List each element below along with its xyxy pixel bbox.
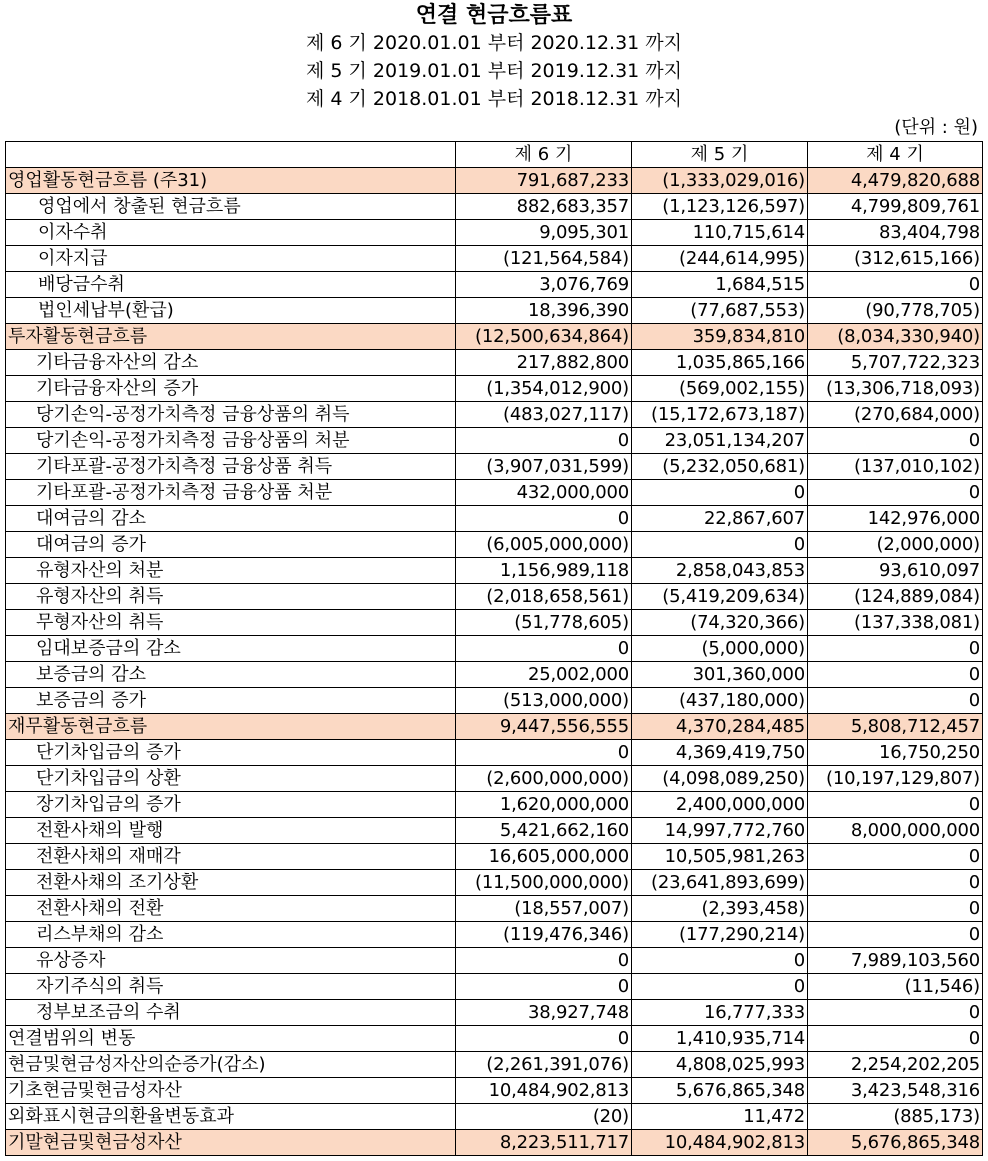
row-value-period-6: (18,557,007) xyxy=(456,896,632,922)
table-row xyxy=(6,376,983,402)
table-row xyxy=(6,844,983,870)
row-value-period-5: (4,098,089,250) xyxy=(632,766,808,792)
row-label: 대여금의 증가 xyxy=(6,532,456,558)
table-row xyxy=(6,506,983,532)
row-value-period-6: (2,018,658,561) xyxy=(456,584,632,610)
row-value-period-4: 8,000,000,000 xyxy=(808,818,983,844)
row-value-period-5: 359,834,810 xyxy=(632,324,808,350)
cash-flow-table xyxy=(5,141,983,1156)
row-value-period-6: 5,421,662,160 xyxy=(456,818,632,844)
row-value-period-5: (5,000,000) xyxy=(632,636,808,662)
row-value-period-5: 0 xyxy=(632,480,808,506)
row-value-period-5: 4,808,025,993 xyxy=(632,1052,808,1078)
table-row xyxy=(6,1104,983,1130)
row-label: 유상증자 xyxy=(6,948,456,974)
row-value-period-6: 791,687,233 xyxy=(456,168,632,194)
table-header-row xyxy=(6,142,983,168)
table-row xyxy=(6,272,983,298)
row-value-period-5: 11,472 xyxy=(632,1104,808,1130)
row-value-period-6: 0 xyxy=(456,636,632,662)
row-value-period-4: 3,423,548,316 xyxy=(808,1078,983,1104)
table-row xyxy=(6,1078,983,1104)
row-value-period-4: 5,676,865,348 xyxy=(808,1130,983,1156)
row-value-period-5: 1,684,515 xyxy=(632,272,808,298)
table-row xyxy=(6,792,983,818)
row-value-period-5: 110,715,614 xyxy=(632,220,808,246)
row-value-period-4: 0 xyxy=(808,896,983,922)
row-value-period-6: (20) xyxy=(456,1104,632,1130)
row-value-period-4: 7,989,103,560 xyxy=(808,948,983,974)
row-value-period-4: 0 xyxy=(808,922,983,948)
row-value-period-5: 0 xyxy=(632,948,808,974)
table-row xyxy=(6,402,983,428)
row-value-period-4: (13,306,718,093) xyxy=(808,376,983,402)
row-value-period-6: 217,882,800 xyxy=(456,350,632,376)
header-period-4: 제 4 기 xyxy=(808,142,983,168)
row-value-period-6: 9,095,301 xyxy=(456,220,632,246)
row-value-period-6: 25,002,000 xyxy=(456,662,632,688)
row-value-period-5: 14,997,772,760 xyxy=(632,818,808,844)
row-value-period-6: 0 xyxy=(456,506,632,532)
row-value-period-4: (137,338,081) xyxy=(808,610,983,636)
row-value-period-5: (5,232,050,681) xyxy=(632,454,808,480)
row-value-period-4: 4,479,820,688 xyxy=(808,168,983,194)
table-row xyxy=(6,324,983,350)
row-label: 정부보조금의 수취 xyxy=(6,1000,456,1026)
row-value-period-5: 16,777,333 xyxy=(632,1000,808,1026)
table-row xyxy=(6,584,983,610)
row-value-period-4: 0 xyxy=(808,792,983,818)
period-line: 제 5 기 2019.01.01 부터 2019.12.31 까지 xyxy=(305,60,683,82)
table-row xyxy=(6,740,983,766)
table-row xyxy=(6,662,983,688)
row-value-period-5: (1,333,029,016) xyxy=(632,168,808,194)
row-label: 단기차입금의 상환 xyxy=(6,766,456,792)
table-row xyxy=(6,1000,983,1026)
table-row xyxy=(6,688,983,714)
row-value-period-5: 301,360,000 xyxy=(632,662,808,688)
row-label: 기타금융자산의 감소 xyxy=(6,350,456,376)
row-value-period-5: 0 xyxy=(632,532,808,558)
row-value-period-5: (244,614,995) xyxy=(632,246,808,272)
row-value-period-6: (1,354,012,900) xyxy=(456,376,632,402)
period-line: 제 6 기 2020.01.01 부터 2020.12.31 까지 xyxy=(305,32,683,54)
table-row xyxy=(6,194,983,220)
table-row xyxy=(6,974,983,1000)
row-label: 유형자산의 처분 xyxy=(6,558,456,584)
row-value-period-5: 10,484,902,813 xyxy=(632,1130,808,1156)
row-value-period-5: (23,641,893,699) xyxy=(632,870,808,896)
row-value-period-5: (2,393,458) xyxy=(632,896,808,922)
row-value-period-4: 0 xyxy=(808,870,983,896)
row-value-period-4: (137,010,102) xyxy=(808,454,983,480)
row-value-period-6: 1,620,000,000 xyxy=(456,792,632,818)
row-label: 당기손익-공정가치측정 금융상품의 처분 xyxy=(6,428,456,454)
table-row xyxy=(6,168,983,194)
row-value-period-5: 23,051,134,207 xyxy=(632,428,808,454)
row-value-period-4: (11,546) xyxy=(808,974,983,1000)
row-label: 배당금수취 xyxy=(6,272,456,298)
row-value-period-4: 5,808,712,457 xyxy=(808,714,983,740)
row-value-period-5: (77,687,553) xyxy=(632,298,808,324)
row-label: 영업활동현금흐름 (주31) xyxy=(6,168,456,194)
row-value-period-5: 4,370,284,485 xyxy=(632,714,808,740)
row-value-period-4: 2,254,202,205 xyxy=(808,1052,983,1078)
row-label: 자기주식의 취득 xyxy=(6,974,456,1000)
statement-title: 연결 현금흐름표 xyxy=(415,2,573,28)
row-value-period-4: 4,799,809,761 xyxy=(808,194,983,220)
row-value-period-5: 4,369,419,750 xyxy=(632,740,808,766)
row-value-period-4: 93,610,097 xyxy=(808,558,983,584)
row-value-period-4: 83,404,798 xyxy=(808,220,983,246)
row-value-period-4: (90,778,705) xyxy=(808,298,983,324)
row-value-period-4: 0 xyxy=(808,688,983,714)
table-row xyxy=(6,480,983,506)
row-value-period-6: 0 xyxy=(456,974,632,1000)
table-row xyxy=(6,870,983,896)
row-value-period-6: 16,605,000,000 xyxy=(456,844,632,870)
table-row xyxy=(6,558,983,584)
row-value-period-6: (2,600,000,000) xyxy=(456,766,632,792)
table-row xyxy=(6,1130,983,1156)
row-value-period-6: 8,223,511,717 xyxy=(456,1130,632,1156)
period-line: 제 4 기 2018.01.01 부터 2018.12.31 까지 xyxy=(305,88,683,110)
row-value-period-6: 0 xyxy=(456,740,632,766)
row-label: 이자지급 xyxy=(6,246,456,272)
row-value-period-5: (5,419,209,634) xyxy=(632,584,808,610)
row-label: 기타금융자산의 증가 xyxy=(6,376,456,402)
row-value-period-6: (11,500,000,000) xyxy=(456,870,632,896)
row-value-period-6: 882,683,357 xyxy=(456,194,632,220)
table-row xyxy=(6,350,983,376)
row-label: 이자수취 xyxy=(6,220,456,246)
row-value-period-4: 0 xyxy=(808,272,983,298)
row-label: 재무활동현금흐름 xyxy=(6,714,456,740)
row-value-period-5: 2,400,000,000 xyxy=(632,792,808,818)
table-row xyxy=(6,636,983,662)
row-label: 기말현금및현금성자산 xyxy=(6,1130,456,1156)
row-label: 기타포괄-공정가치측정 금융상품 취득 xyxy=(6,454,456,480)
row-value-period-4: (270,684,000) xyxy=(808,402,983,428)
table-row xyxy=(6,610,983,636)
row-value-period-5: 1,410,935,714 xyxy=(632,1026,808,1052)
row-value-period-6: (51,778,605) xyxy=(456,610,632,636)
table-row xyxy=(6,298,983,324)
row-value-period-5: (569,002,155) xyxy=(632,376,808,402)
row-label: 기초현금및현금성자산 xyxy=(6,1078,456,1104)
row-label: 외화표시현금의환율변동효과 xyxy=(6,1104,456,1130)
table-row xyxy=(6,1026,983,1052)
row-value-period-6: (121,564,584) xyxy=(456,246,632,272)
table-row xyxy=(6,1052,983,1078)
row-label: 단기차입금의 증가 xyxy=(6,740,456,766)
row-label: 대여금의 감소 xyxy=(6,506,456,532)
row-value-period-4: (312,615,166) xyxy=(808,246,983,272)
row-label: 전환사채의 조기상환 xyxy=(6,870,456,896)
table-row xyxy=(6,220,983,246)
row-value-period-6: 0 xyxy=(456,1026,632,1052)
table-row xyxy=(6,454,983,480)
table-row xyxy=(6,766,983,792)
row-value-period-4: 5,707,722,323 xyxy=(808,350,983,376)
row-label: 투자활동현금흐름 xyxy=(6,324,456,350)
row-value-period-6: 10,484,902,813 xyxy=(456,1078,632,1104)
header-period-5: 제 5 기 xyxy=(632,142,808,168)
row-value-period-6: 0 xyxy=(456,428,632,454)
table-row xyxy=(6,532,983,558)
row-label: 당기손익-공정가치측정 금융상품의 취득 xyxy=(6,402,456,428)
table-row xyxy=(6,896,983,922)
row-value-period-5: (437,180,000) xyxy=(632,688,808,714)
row-value-period-5: 22,867,607 xyxy=(632,506,808,532)
row-label: 보증금의 증가 xyxy=(6,688,456,714)
row-label: 리스부채의 감소 xyxy=(6,922,456,948)
row-value-period-6: (3,907,031,599) xyxy=(456,454,632,480)
row-value-period-6: (513,000,000) xyxy=(456,688,632,714)
table-row xyxy=(6,922,983,948)
row-value-period-5: (1,123,126,597) xyxy=(632,194,808,220)
row-label: 무형자산의 취득 xyxy=(6,610,456,636)
row-value-period-4: 0 xyxy=(808,480,983,506)
row-label: 기타포괄-공정가치측정 금융상품 처분 xyxy=(6,480,456,506)
row-value-period-4: 0 xyxy=(808,844,983,870)
table-row xyxy=(6,818,983,844)
row-value-period-6: 9,447,556,555 xyxy=(456,714,632,740)
row-value-period-4: 0 xyxy=(808,428,983,454)
unit-label: (단위 : 원) xyxy=(894,117,978,138)
row-value-period-6: (6,005,000,000) xyxy=(456,532,632,558)
row-value-period-6: 1,156,989,118 xyxy=(456,558,632,584)
row-label: 전환사채의 재매각 xyxy=(6,844,456,870)
table-row xyxy=(6,714,983,740)
row-value-period-5: 5,676,865,348 xyxy=(632,1078,808,1104)
row-value-period-4: 0 xyxy=(808,662,983,688)
row-value-period-6: 38,927,748 xyxy=(456,1000,632,1026)
row-label: 전환사채의 발행 xyxy=(6,818,456,844)
row-value-period-6: 0 xyxy=(456,948,632,974)
row-label: 유형자산의 취득 xyxy=(6,584,456,610)
table-row xyxy=(6,428,983,454)
row-label: 현금및현금성자산의순증가(감소) xyxy=(6,1052,456,1078)
row-label: 영업에서 창출된 현금흐름 xyxy=(6,194,456,220)
row-value-period-5: (74,320,366) xyxy=(632,610,808,636)
row-value-period-4: 142,976,000 xyxy=(808,506,983,532)
row-value-period-6: (483,027,117) xyxy=(456,402,632,428)
row-value-period-5: 0 xyxy=(632,974,808,1000)
row-value-period-4: (124,889,084) xyxy=(808,584,983,610)
row-value-period-4: 0 xyxy=(808,1000,983,1026)
row-label: 임대보증금의 감소 xyxy=(6,636,456,662)
row-label: 장기차입금의 증가 xyxy=(6,792,456,818)
row-value-period-5: (15,172,673,187) xyxy=(632,402,808,428)
row-value-period-6: (119,476,346) xyxy=(456,922,632,948)
row-value-period-5: 2,858,043,853 xyxy=(632,558,808,584)
row-label: 보증금의 감소 xyxy=(6,662,456,688)
row-value-period-4: 0 xyxy=(808,1026,983,1052)
row-value-period-4: (885,173) xyxy=(808,1104,983,1130)
row-value-period-4: 0 xyxy=(808,636,983,662)
row-value-period-4: 16,750,250 xyxy=(808,740,983,766)
row-value-period-6: 432,000,000 xyxy=(456,480,632,506)
header-period-6: 제 6 기 xyxy=(456,142,632,168)
row-value-period-4: (8,034,330,940) xyxy=(808,324,983,350)
row-value-period-5: 10,505,981,263 xyxy=(632,844,808,870)
row-value-period-4: (10,197,129,807) xyxy=(808,766,983,792)
row-value-period-4: (2,000,000) xyxy=(808,532,983,558)
row-value-period-5: 1,035,865,166 xyxy=(632,350,808,376)
row-label: 전환사채의 전환 xyxy=(6,896,456,922)
table-row xyxy=(6,948,983,974)
row-value-period-5: (177,290,214) xyxy=(632,922,808,948)
row-value-period-6: 3,076,769 xyxy=(456,272,632,298)
row-value-period-6: (2,261,391,076) xyxy=(456,1052,632,1078)
row-value-period-6: 18,396,390 xyxy=(456,298,632,324)
header-label-cell xyxy=(6,142,456,168)
row-label: 연결범위의 변동 xyxy=(6,1026,456,1052)
row-value-period-6: (12,500,634,864) xyxy=(456,324,632,350)
row-label: 법인세납부(환급) xyxy=(6,298,456,324)
table-row xyxy=(6,246,983,272)
